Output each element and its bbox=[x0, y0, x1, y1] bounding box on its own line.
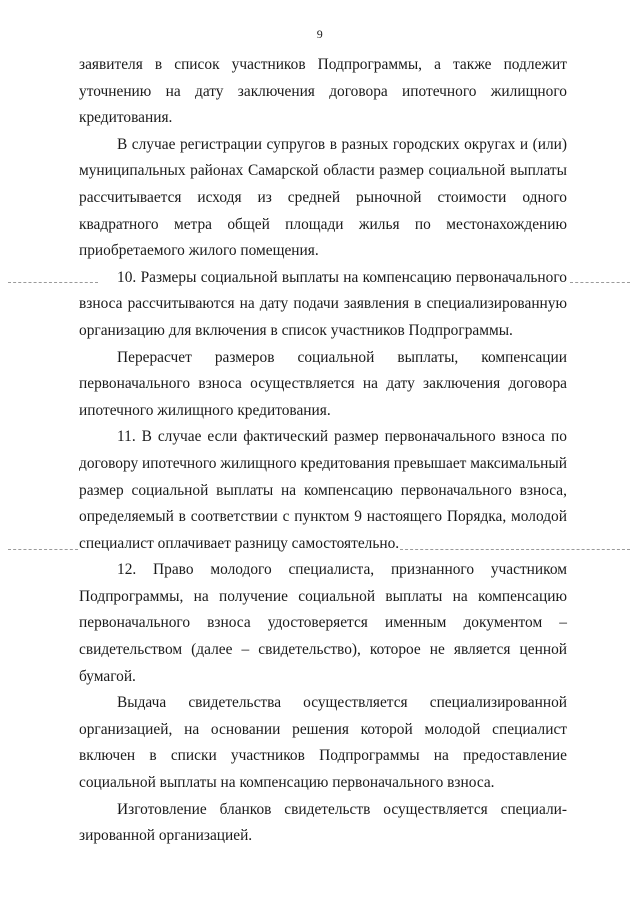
text-line: 10. Размеры социальной выплаты на компенсацию первоначального bbox=[117, 268, 567, 286]
page-number: 9 bbox=[316, 27, 324, 41]
text-line: свидетельством (далее – свидетельство), которое не является ценной bbox=[79, 641, 567, 659]
text-line: специалист оплачивает разницу самостоятельно. bbox=[79, 534, 400, 552]
text-line: Изготовление бланков свидетельств осуществляется специали- bbox=[117, 800, 567, 818]
text-line: определяемый в соответствии с пунктом 9 настоящего Порядка, молодой bbox=[79, 508, 567, 526]
text-line: рассчитывается исходя из средней рыночной стоимости одного bbox=[79, 188, 567, 206]
text-line: договору ипотечного жилищного кредитования превышает максимальный bbox=[79, 454, 567, 472]
text-line: муниципальных районах Самарской области размер социальной выплаты bbox=[79, 162, 567, 180]
paragraph bbox=[79, 265, 567, 345]
scan-artifact-line bbox=[8, 549, 78, 550]
text-line: первоначального взноса осуществляется на дату заключения договора bbox=[79, 375, 567, 393]
text-line: кредитования. bbox=[79, 109, 173, 127]
text-line: бумагой. bbox=[79, 667, 136, 685]
paragraph bbox=[79, 345, 567, 425]
text-line: организацию для включения в список участников Подпрограммы. bbox=[79, 321, 513, 339]
text-line: размер социальной выплаты на компенсацию первоначального взноса, bbox=[79, 481, 567, 499]
text-line: зированной организацией. bbox=[79, 827, 253, 845]
paragraph bbox=[79, 52, 567, 132]
text-line: Перерасчет размеров социальной выплаты, компенсации bbox=[117, 348, 567, 366]
text-line: включен в списки участников Подпрограммы на предоставление bbox=[79, 747, 567, 765]
text-line: В случае регистрации супругов в разных городских округах и (или) bbox=[117, 135, 567, 153]
paragraph bbox=[79, 797, 567, 850]
text-line: взноса рассчитываются на дату подачи заявления в специализированную bbox=[79, 295, 567, 313]
document-body bbox=[79, 52, 567, 850]
text-line: Подпрограммы, на получение социальной выплаты на компенсацию bbox=[79, 587, 567, 605]
text-line: заявителя в список участников Подпрограммы, а также подлежит bbox=[79, 56, 567, 73]
paragraph bbox=[79, 557, 567, 690]
text-line: организацией, на основании решения которой молодой специалист bbox=[79, 720, 567, 738]
scan-artifact-line bbox=[570, 282, 630, 283]
text-line: ипотечного жилищного кредитования. bbox=[79, 401, 331, 419]
text-line: квадратного метра общей площади жилья по местонахождению bbox=[79, 215, 567, 233]
paragraph bbox=[79, 132, 567, 265]
text-line: приобретаемого жилого помещения. bbox=[79, 242, 319, 260]
text-line: первоначального взноса удостоверяется именным документом – bbox=[79, 614, 567, 632]
paragraph bbox=[79, 424, 567, 557]
paragraph bbox=[79, 690, 567, 796]
text-line: социальной выплаты на компенсацию первоначального взноса. bbox=[79, 774, 495, 792]
text-line: 11. В случае если фактический размер первоначального взноса по bbox=[117, 428, 567, 446]
text-line: уточнению на дату заключения договора ипотечного жилищного bbox=[79, 82, 567, 100]
text-line: 12. Право молодого специалиста, признанного участником bbox=[117, 561, 567, 579]
text-line: Выдача свидетельства осуществляется специализированной bbox=[117, 694, 567, 712]
